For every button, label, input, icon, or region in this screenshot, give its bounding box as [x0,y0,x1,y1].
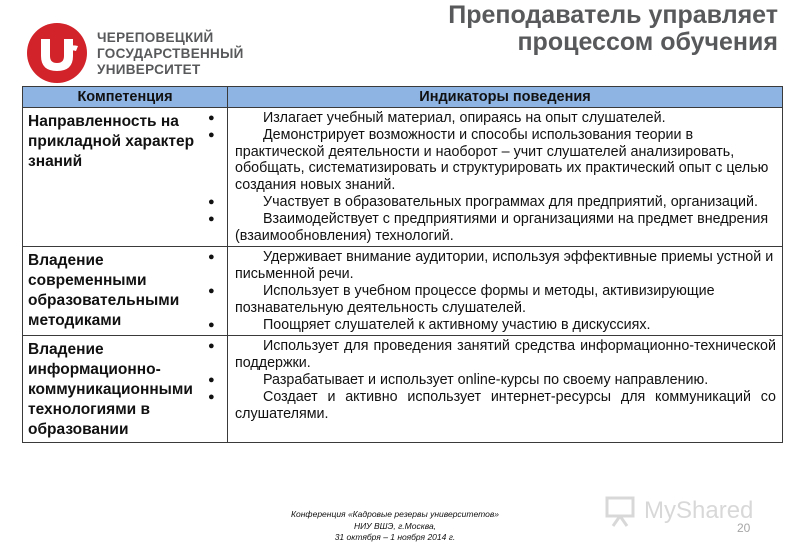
indicator-item [208,316,776,334]
table-row [23,247,783,336]
bullet-icon: ● [208,373,215,386]
table-row [23,336,783,443]
indicators-cell [208,336,783,443]
indicator-text: Взаимодействует с предприятиями и организациями на предмет внедрения (взаимообновления) технологий. [235,210,769,244]
table-row [23,108,783,247]
indicator-text: Удерживает внимание аудитории, используя эффективные приемы устной и письменной речи. [235,249,774,283]
indicator-item [208,371,776,389]
bullet-icon: ● [208,128,215,141]
indicator-item [208,193,776,211]
university-name [97,30,244,78]
indicator-item [208,338,776,372]
footer-line: НИУ ВШЭ, г.Москва, [353,520,437,531]
competence-cell: Владение современными образовательными методиками [23,247,228,336]
bullet-icon: ● [208,195,215,208]
bullet-icon: ● [208,212,215,225]
watermark-text: MyShared [644,497,754,524]
footer-line: Конференция «Кадровые резервы университетов» [290,509,499,519]
competence-cell: Направленность на прикладной характер знаний [23,108,228,247]
bullet-icon: ● [208,318,215,331]
bullet-icon: ● [208,390,215,403]
slide-title [448,2,778,56]
slide-title-line: процессом обучения [517,28,778,56]
indicator-text: Излагает учебный материал, опираясь на опыт слушателей. [263,110,666,126]
table-header-row [23,87,783,108]
indicator-item [208,388,776,423]
indicator-text: Демонстрирует возможности и способы использования теории в практической деятельности и наоборот – учит слушателей анализировать, обобщать, систематизировать и структурировать их практический опыт с целью создания новых знаний. [235,126,769,194]
bullet-icon: ● [208,251,215,264]
bullet-icon: ● [208,112,215,124]
slide-title-line: Преподаватель управляет [448,1,778,29]
university-logo-icon [26,22,88,84]
indicator-text: Использует в учебном процессе формы и методы, активизирующие познавательную деятельность слушателей. [235,282,715,316]
indicator-item [208,110,776,127]
university-name-line: УНИВЕРСИТЕТ [97,62,201,77]
indicator-item [208,249,776,283]
page-number: 20 [737,521,751,535]
footer-line: 31 октября – 1 ноября 2014 г. [334,532,456,542]
column-header-indicators: Индикаторы поведения [228,87,783,108]
university-name-line: ЧЕРЕПОВЕЦКИЙ [97,30,214,45]
indicators-cell [208,247,783,336]
indicator-text: Разрабатывает и использует online-курсы по своему направлению. [263,371,709,388]
indicator-text: Использует для проведения занятий средства информационно-технической поддержки. [235,338,776,372]
university-name-line: ГОСУДАРСТВЕННЫЙ [97,46,244,61]
indicator-item [208,210,776,245]
bullet-icon: ● [208,340,215,353]
competence-table [22,86,783,443]
indicators-cell [208,108,783,247]
column-header-competence: Компетенция [23,87,228,108]
indicator-text: Участвует в образовательных программах для предприятий, организаций. [263,193,758,210]
indicator-text: Поощряет слушателей к активному участию в дискуссиях. [263,316,651,333]
indicator-item [208,126,776,194]
presentation-icon [604,494,638,528]
conference-footer [250,509,540,544]
indicator-text: Создает и активно использует интернет-ресурсы для коммуникаций со слушателями. [235,388,776,422]
indicator-item [208,282,776,317]
bullet-icon: ● [208,284,215,297]
competence-cell: Владение информационно-коммуникационными технологиями в образовании [23,336,228,443]
